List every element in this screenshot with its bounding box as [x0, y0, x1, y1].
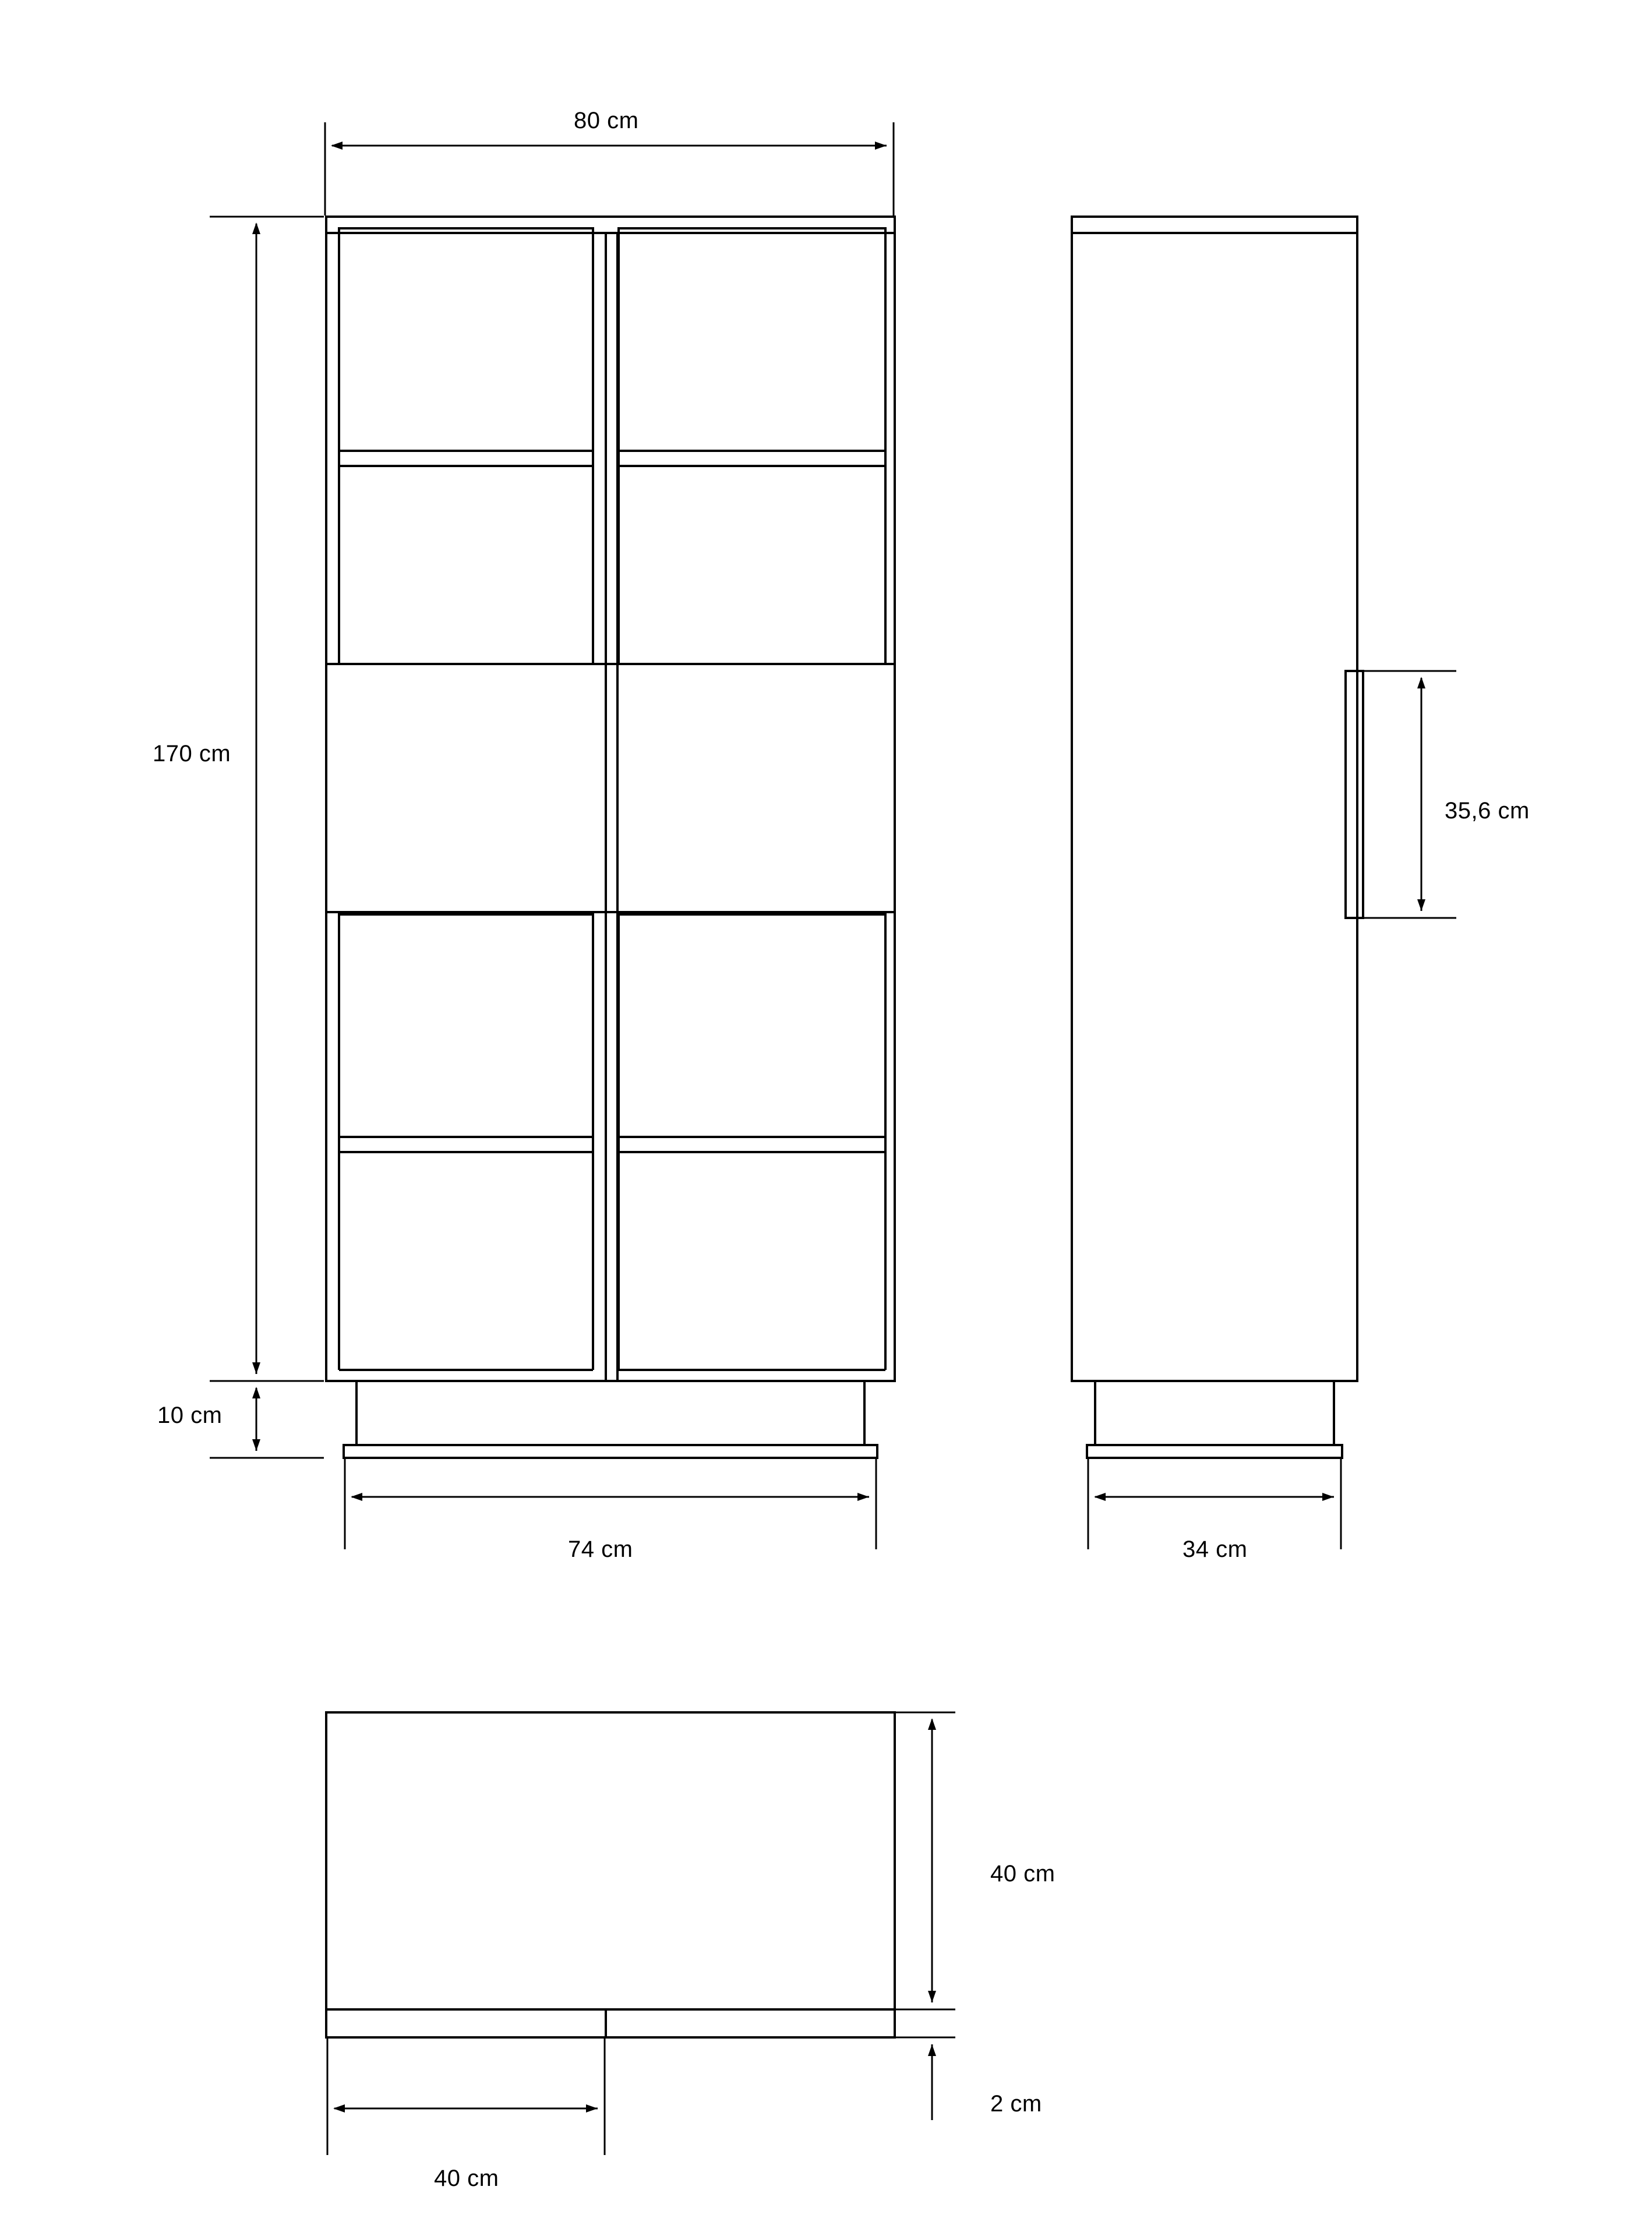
dimension-label-front-width: 80 cm — [574, 108, 639, 133]
shelf-view-geometry — [326, 1712, 895, 2037]
dimension-lines — [210, 122, 1456, 2155]
dimension-label-shelf-thickness: 2 cm — [990, 2091, 1042, 2117]
dimension-label-plinth-height: 10 cm — [157, 1403, 223, 1428]
side-view-geometry — [1072, 217, 1363, 1458]
dimension-label-plinth-width: 74 cm — [568, 1536, 633, 1562]
dimension-label-shelf-width: 40 cm — [434, 2166, 499, 2191]
dimension-label-side-depth: 34 cm — [1182, 1536, 1248, 1562]
dimension-label-front-height: 170 cm — [153, 741, 231, 766]
front-view-geometry — [326, 217, 895, 1458]
dimension-label-shelf-height: 40 cm — [990, 1861, 1056, 1887]
dimension-label-handle-length: 35,6 cm — [1445, 798, 1530, 824]
